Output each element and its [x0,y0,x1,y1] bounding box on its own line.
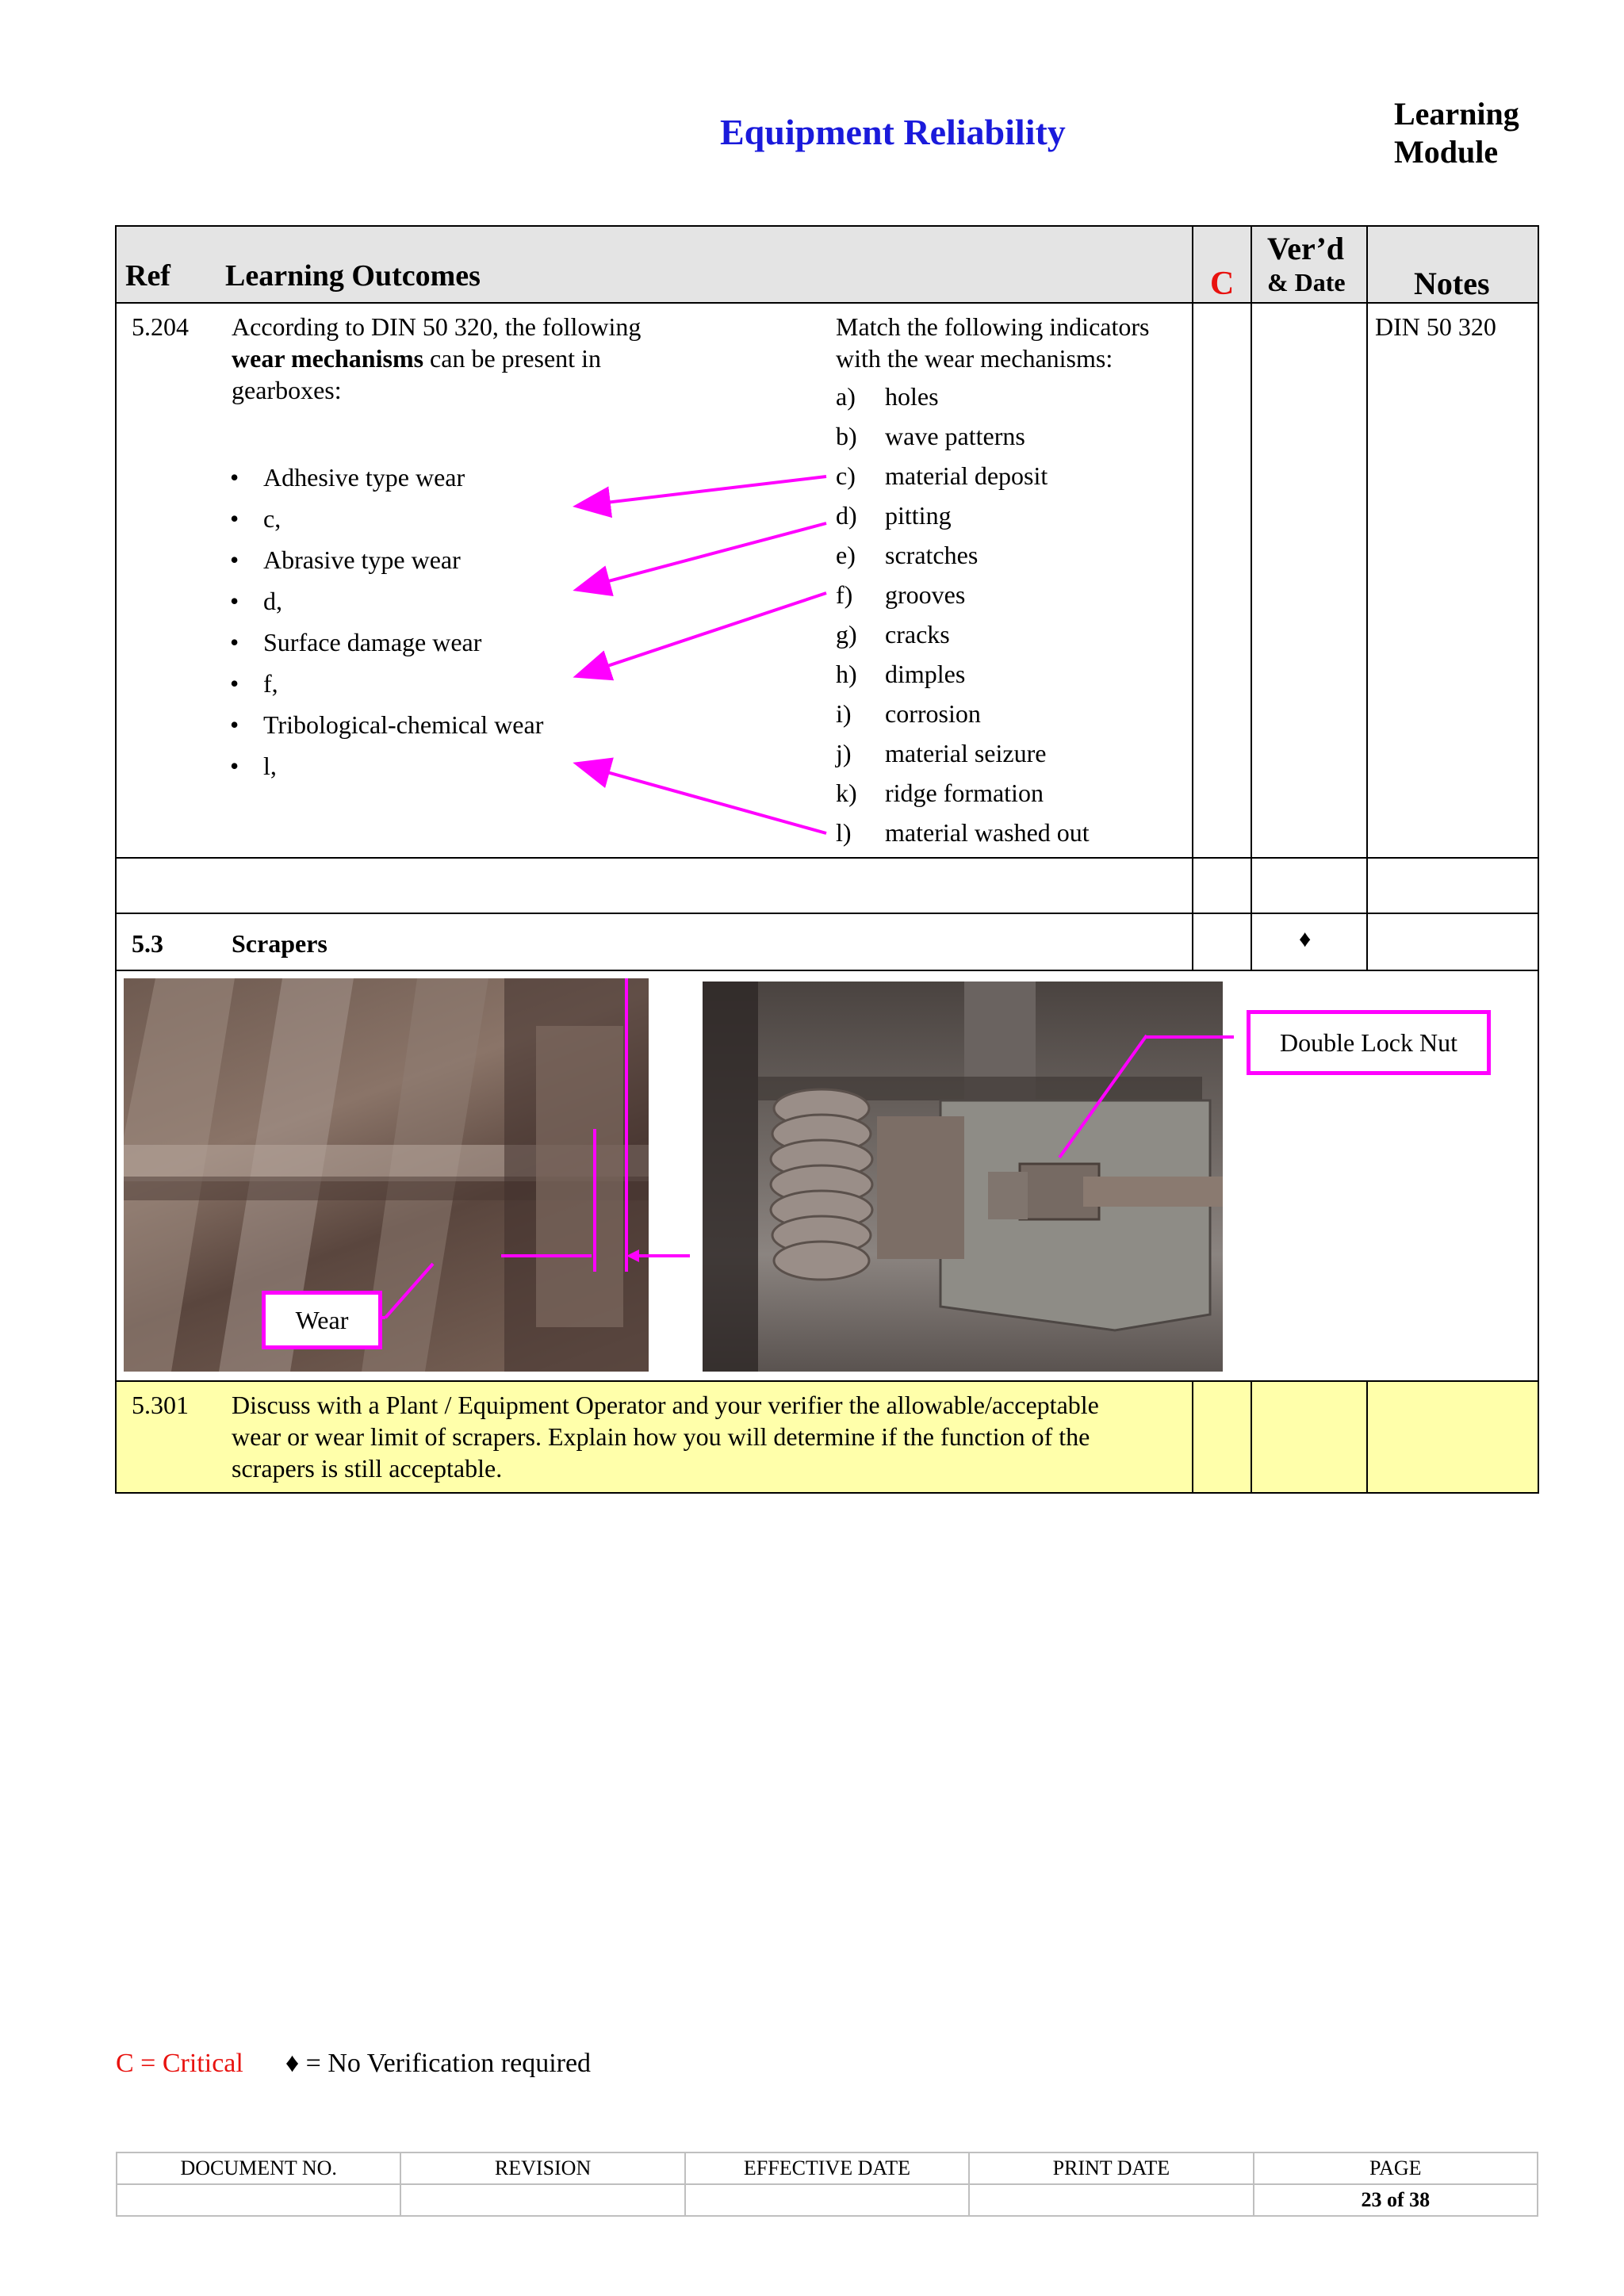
verified-date-header: & Date [1267,268,1346,297]
document-title: Equipment Reliability [720,112,1066,152]
option-item: g) cracks [836,620,950,649]
legend: C = Critical ♦ = No Verification required [116,2049,592,2078]
option-item: j) material seizure [836,739,1047,767]
scraper-wear-photo [124,978,649,1372]
arrow-f [579,593,826,675]
match-instruction: Match the following indicators with the wear mechanisms: [836,312,1150,373]
footer-effective-date-label: EFFECTIVE DATE [685,2152,969,2184]
option-item: e) scratches [836,541,979,569]
critical-column-header: C [1210,266,1235,302]
arrow-c [579,476,826,506]
arrow-d [579,523,826,589]
option-item: l) material washed out [836,818,1090,847]
module-label: Learning Module [1394,96,1519,170]
row-ref: 5.204 [132,312,189,341]
no-verification-icon: ♦ [1299,926,1312,952]
notes-column-header: Notes [1414,266,1490,301]
arrow-l [579,764,826,833]
section-title: Scrapers [232,929,327,958]
outcomes-column-header: Learning Outcomes [225,259,481,293]
double-lock-nut-callout: Double Lock Nut [1247,1010,1491,1075]
option-item: i) corrosion [836,699,981,728]
option-item: f) grooves [836,580,966,609]
wear-callout: Wear [262,1291,382,1349]
footer-page-label: PAGE [1254,2152,1538,2184]
option-item: k) ridge formation [836,779,1044,807]
footer-print-date-label: PRINT DATE [969,2152,1253,2184]
option-item: c) material deposit [836,461,1048,490]
option-item: h) dimples [836,660,966,688]
section-ref: 5.3 [132,929,163,958]
footer-page-number: 23 of 38 [1254,2184,1538,2216]
wear-arrow [626,1245,698,1269]
row-discussion-text: Discuss with a Plant / Equipment Operator and your verifier the allowable/acceptable wear or wear limit of scrapers. Explain how you will determine if the function of the scrapers is still acceptable. [232,1391,1099,1483]
row-notes: DIN 50 320 [1375,312,1496,341]
row-ref: 5.301 [132,1391,189,1419]
matching-arrows [0,0,1624,872]
option-item: d) pitting [836,501,952,530]
option-item: a) holes [836,382,939,411]
footer-revision-label: REVISION [400,2152,684,2184]
nut-leader-line [1145,1031,1240,1047]
ref-column-header: Ref [125,259,170,293]
verified-column-header: Ver’d [1267,231,1345,266]
option-item: b) wave patterns [836,422,1025,450]
footer-document-no-label: DOCUMENT NO. [117,2152,400,2184]
row-intro-text: According to DIN 50 320, the following wear mechanisms can be present in gearboxes: [232,312,642,404]
document-footer [116,2152,1538,2217]
